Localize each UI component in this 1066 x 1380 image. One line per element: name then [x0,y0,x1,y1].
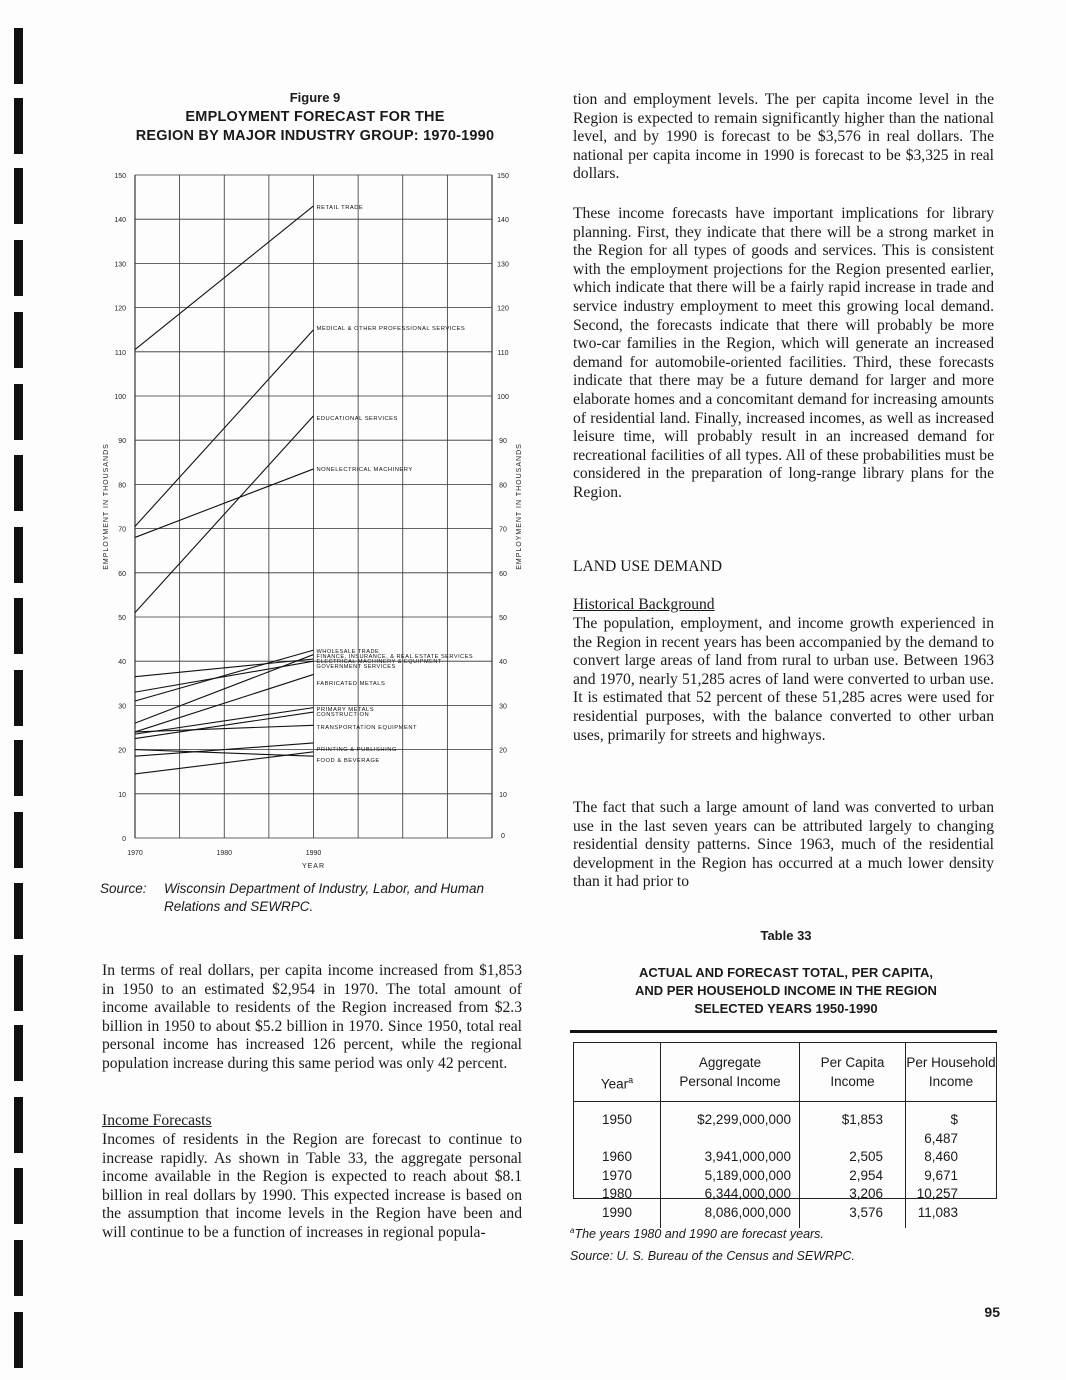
figure-title-line1: EMPLOYMENT FORECAST FOR THE [185,109,445,125]
cell-year: 1990 [574,1204,661,1229]
table-title-line1: ACTUAL AND FORECAST TOTAL, PER CAPITA, [639,965,933,980]
series-label: ELECTRICAL MACHINERY & EQUIPMENT [316,659,442,665]
cell-year: 1950 [574,1102,661,1149]
left-paragraph-2: Incomes of residents in the Region are forecast to continue to increase rapidly. As shown in Table 33, the aggregate personal income available in the Region is expected to reach about $8.1 billion in real dollars by 1990. This expected increase is based on the assumption that income levels in the Region have been and will continue to be a function of increases in regional popula- [102,1131,522,1241]
table-title-line2: AND PER HOUSEHOLD INCOME IN THE REGION [635,983,937,998]
y-tick-label-right: 20 [499,747,507,755]
cell-per-household: $ 6,487 [924,1112,958,1146]
table-title [570,964,1002,1018]
y-tick-label-right: 100 [497,394,509,401]
cell-per-capita: 2,505 [800,1148,906,1167]
series-label: MEDICAL & OTHER PROFESSIONAL SERVICES [316,326,466,332]
y-tick-label-left: 110 [114,349,126,357]
table-title-line3: SELECTED YEARS 1950-1990 [694,1001,878,1016]
series-label: FOOD & BEVERAGE [316,758,380,764]
y-tick-label-right: 60 [499,570,507,578]
cell-per-household: 8,460 [924,1149,958,1164]
series-label: FABRICATED METALS [316,681,386,687]
right-paragraph-1: tion and employment levels. The per capita income level in the Region is expected to remain significantly higher than the national level, and by 1990 is forecast to be $3,576 in real dollars. The national per capita income in 1990 is forecast to be $3,325 in real dollars. [573,91,994,183]
y-tick-label-right: 80 [499,482,507,490]
y-tick-label-left: 30 [118,703,126,711]
y-tick-label-left: 60 [118,570,126,578]
y-tick-label-left: 10 [118,791,126,799]
x-tick-label: 1990 [305,850,322,857]
col-header-per-household: Per Household Income [906,1043,997,1102]
cell-per-household: 11,083 [917,1204,958,1220]
series-label: PRINTING & PUBLISHING [316,747,397,753]
x-tick-label: 1970 [127,850,143,857]
cell-per-household: 10,257 [916,1186,958,1201]
y-tick-label-left: 130 [114,261,126,269]
y-tick-label-left: 90 [118,438,126,446]
y-tick-label-right: 10 [499,791,507,799]
y-tick-label-left: 140 [114,217,126,225]
table-row [574,1185,996,1204]
table-row [574,1167,996,1186]
figure-title-line2: REGION BY MAJOR INDUSTRY GROUP: 1970-1990 [135,128,495,144]
y-axis-title-right: EMPLOYMENT IN THOUSANDS [516,443,523,570]
col-header-year: Year$^a$ [574,1043,661,1102]
y-tick-label-left: 50 [118,615,126,622]
cell-per-capita: 3,576 [800,1204,906,1229]
y-tick-label-right: 30 [499,703,507,711]
y-tick-label-right: 150 [497,173,509,180]
y-tick-label-left: 20 [118,747,126,755]
series-label: CONSTRUCTION [316,712,370,718]
series-label: WHOLESALE TRADE [316,649,380,655]
cell-per-capita: 3,206 [800,1185,906,1204]
series-label: FINANCE, INSURANCE, & REAL ESTATE SERVICES [316,654,474,660]
y-tick-label-left: 40 [118,659,126,667]
binder-holes [0,0,40,1380]
y-tick-label-right: 120 [497,305,509,313]
table-row [574,1102,996,1149]
y-tick-label-right: 0 [501,833,505,840]
cell-aggregate: 6,344,000,000 [661,1185,800,1204]
y-tick-label-left: 70 [118,526,126,534]
heading-land-use-demand: LAND USE DEMAND [573,558,723,575]
y-tick-label-right: 70 [499,526,507,534]
figure-source-label: Source: [100,881,147,896]
left-paragraph-1: In terms of real dollars, per capita income increased from $1,853 in 1950 to an estimated $2,954 in 1970. The total amount of income available to residents of the Region increased from $2.3 billion in 1950 to about $5.2 billion in 1970. Since 1950, total real personal income has increased 126 percent, while the regional population increase during this same period was only 42 percent. [102,962,522,1072]
cell-aggregate: $2,299,000,000 [661,1102,800,1149]
heading-historical-background: Historical Background [573,596,715,613]
y-tick-label-right: 50 [499,615,507,622]
series-label: GOVERNMENT SERVICES [316,664,396,670]
series-label: NONELECTRICAL MACHINERY [316,467,413,473]
x-axis-title: YEAR [301,863,326,870]
income-table [573,1042,997,1220]
y-tick-label-right: 110 [497,349,509,357]
cell-year: 1960 [574,1148,661,1167]
cell-year: 1970 [574,1167,661,1186]
right-paragraph-4: The fact that such a large amount of land was converted to urban use in the last seven years can be attributed largely to changing residential density patterns. Since 1963, much of the residential development in the Region has occurred at a much lower density than it had prior to [573,799,994,891]
cell-per-capita: $1,853 [800,1102,906,1149]
table-source: Source: U. S. Bureau of the Census and SEWRPC. [570,1249,855,1264]
right-paragraph-2: These income forecasts have important implications for library planning. First, they indicate that there will be a strong market in the Region for all types of goods and services. This is consistent with the employment projections for the Region presented earlier, which indicate that there will be a fairly rapid increase in trade and service industry employment to meet this growing local demand. Second, the forecasts indicate that there will probably be more two-car families in the Region, which will generate an increased demand for automobile-oriented facilities. Third, these forecasts indicate that there may be a future demand for larger and more elaborate homes and a concomitant demand for increasing amounts of residential land. Finally, increased incomes, as well as increased leisure time, will probably result in an increased demand for recreational facilities of all types. All of these probabilities must be considered in the preparation of long-range library plans for the Region. [573,205,994,501]
table-notes [570,1220,1000,1267]
col-header-per-capita: Per Capita Income [800,1043,906,1102]
y-tick-label-right: 140 [497,217,509,225]
cell-per-household: 9,671 [924,1167,958,1183]
series-label: EDUCATIONAL SERVICES [316,416,398,422]
table-top-rule [570,1030,997,1033]
y-axis-title-left: EMPLOYMENT IN THOUSANDS [103,443,110,570]
y-tick-label-left: 0 [122,836,126,843]
series-label: TRANSPORTATION EQUIPMENT [316,725,418,731]
right-paragraph-3: The population, employment, and income growth experienced in the Region in recent years has been accompanied by the demand to convert large areas of land from rural to urban use. Between 1963 and 1970, nearly 51,285 acres of land were converted to urban use. It is estimated that 52 percent of these 51,285 acres were used for residential purposes, with the balance converted to other urban uses, primarily for streets and highways. [573,615,994,744]
cell-aggregate: 8,086,000,000 [661,1204,800,1229]
series-label: RETAIL TRADE [316,205,364,211]
table-number: Table 33 [760,928,812,943]
heading-income-forecasts: Income Forecasts [102,1112,212,1129]
y-tick-label-right: 130 [497,261,509,269]
table-footnote: $^a$The years 1980 and 1990 are forecast years. [570,1226,824,1242]
employment-forecast-chart [95,165,535,875]
y-tick-label-right: 90 [499,438,507,446]
y-tick-label-left: 100 [114,394,126,401]
figure-header [100,90,530,146]
y-tick-label-right: 40 [499,659,507,667]
cell-aggregate: 5,189,000,000 [661,1167,800,1186]
page-number: 95 [984,1304,1000,1320]
y-tick-label-left: 150 [114,173,126,180]
x-tick-label: 1980 [216,850,233,857]
table-row [574,1148,996,1167]
cell-aggregate: 3,941,000,000 [661,1148,800,1167]
cell-year: 1980 [574,1185,661,1204]
y-tick-label-left: 80 [118,482,126,490]
figure-source-text: Wisconsin Department of Industry, Labor, and Human Relations and SEWRPC. [164,881,485,914]
cell-per-capita: 2,954 [800,1167,906,1186]
figure-number: Figure 9 [289,90,341,105]
y-tick-label-left: 120 [114,305,126,313]
series-label: PRIMARY METALS [316,707,375,713]
col-header-aggregate: Aggregate Personal Income [661,1043,800,1102]
